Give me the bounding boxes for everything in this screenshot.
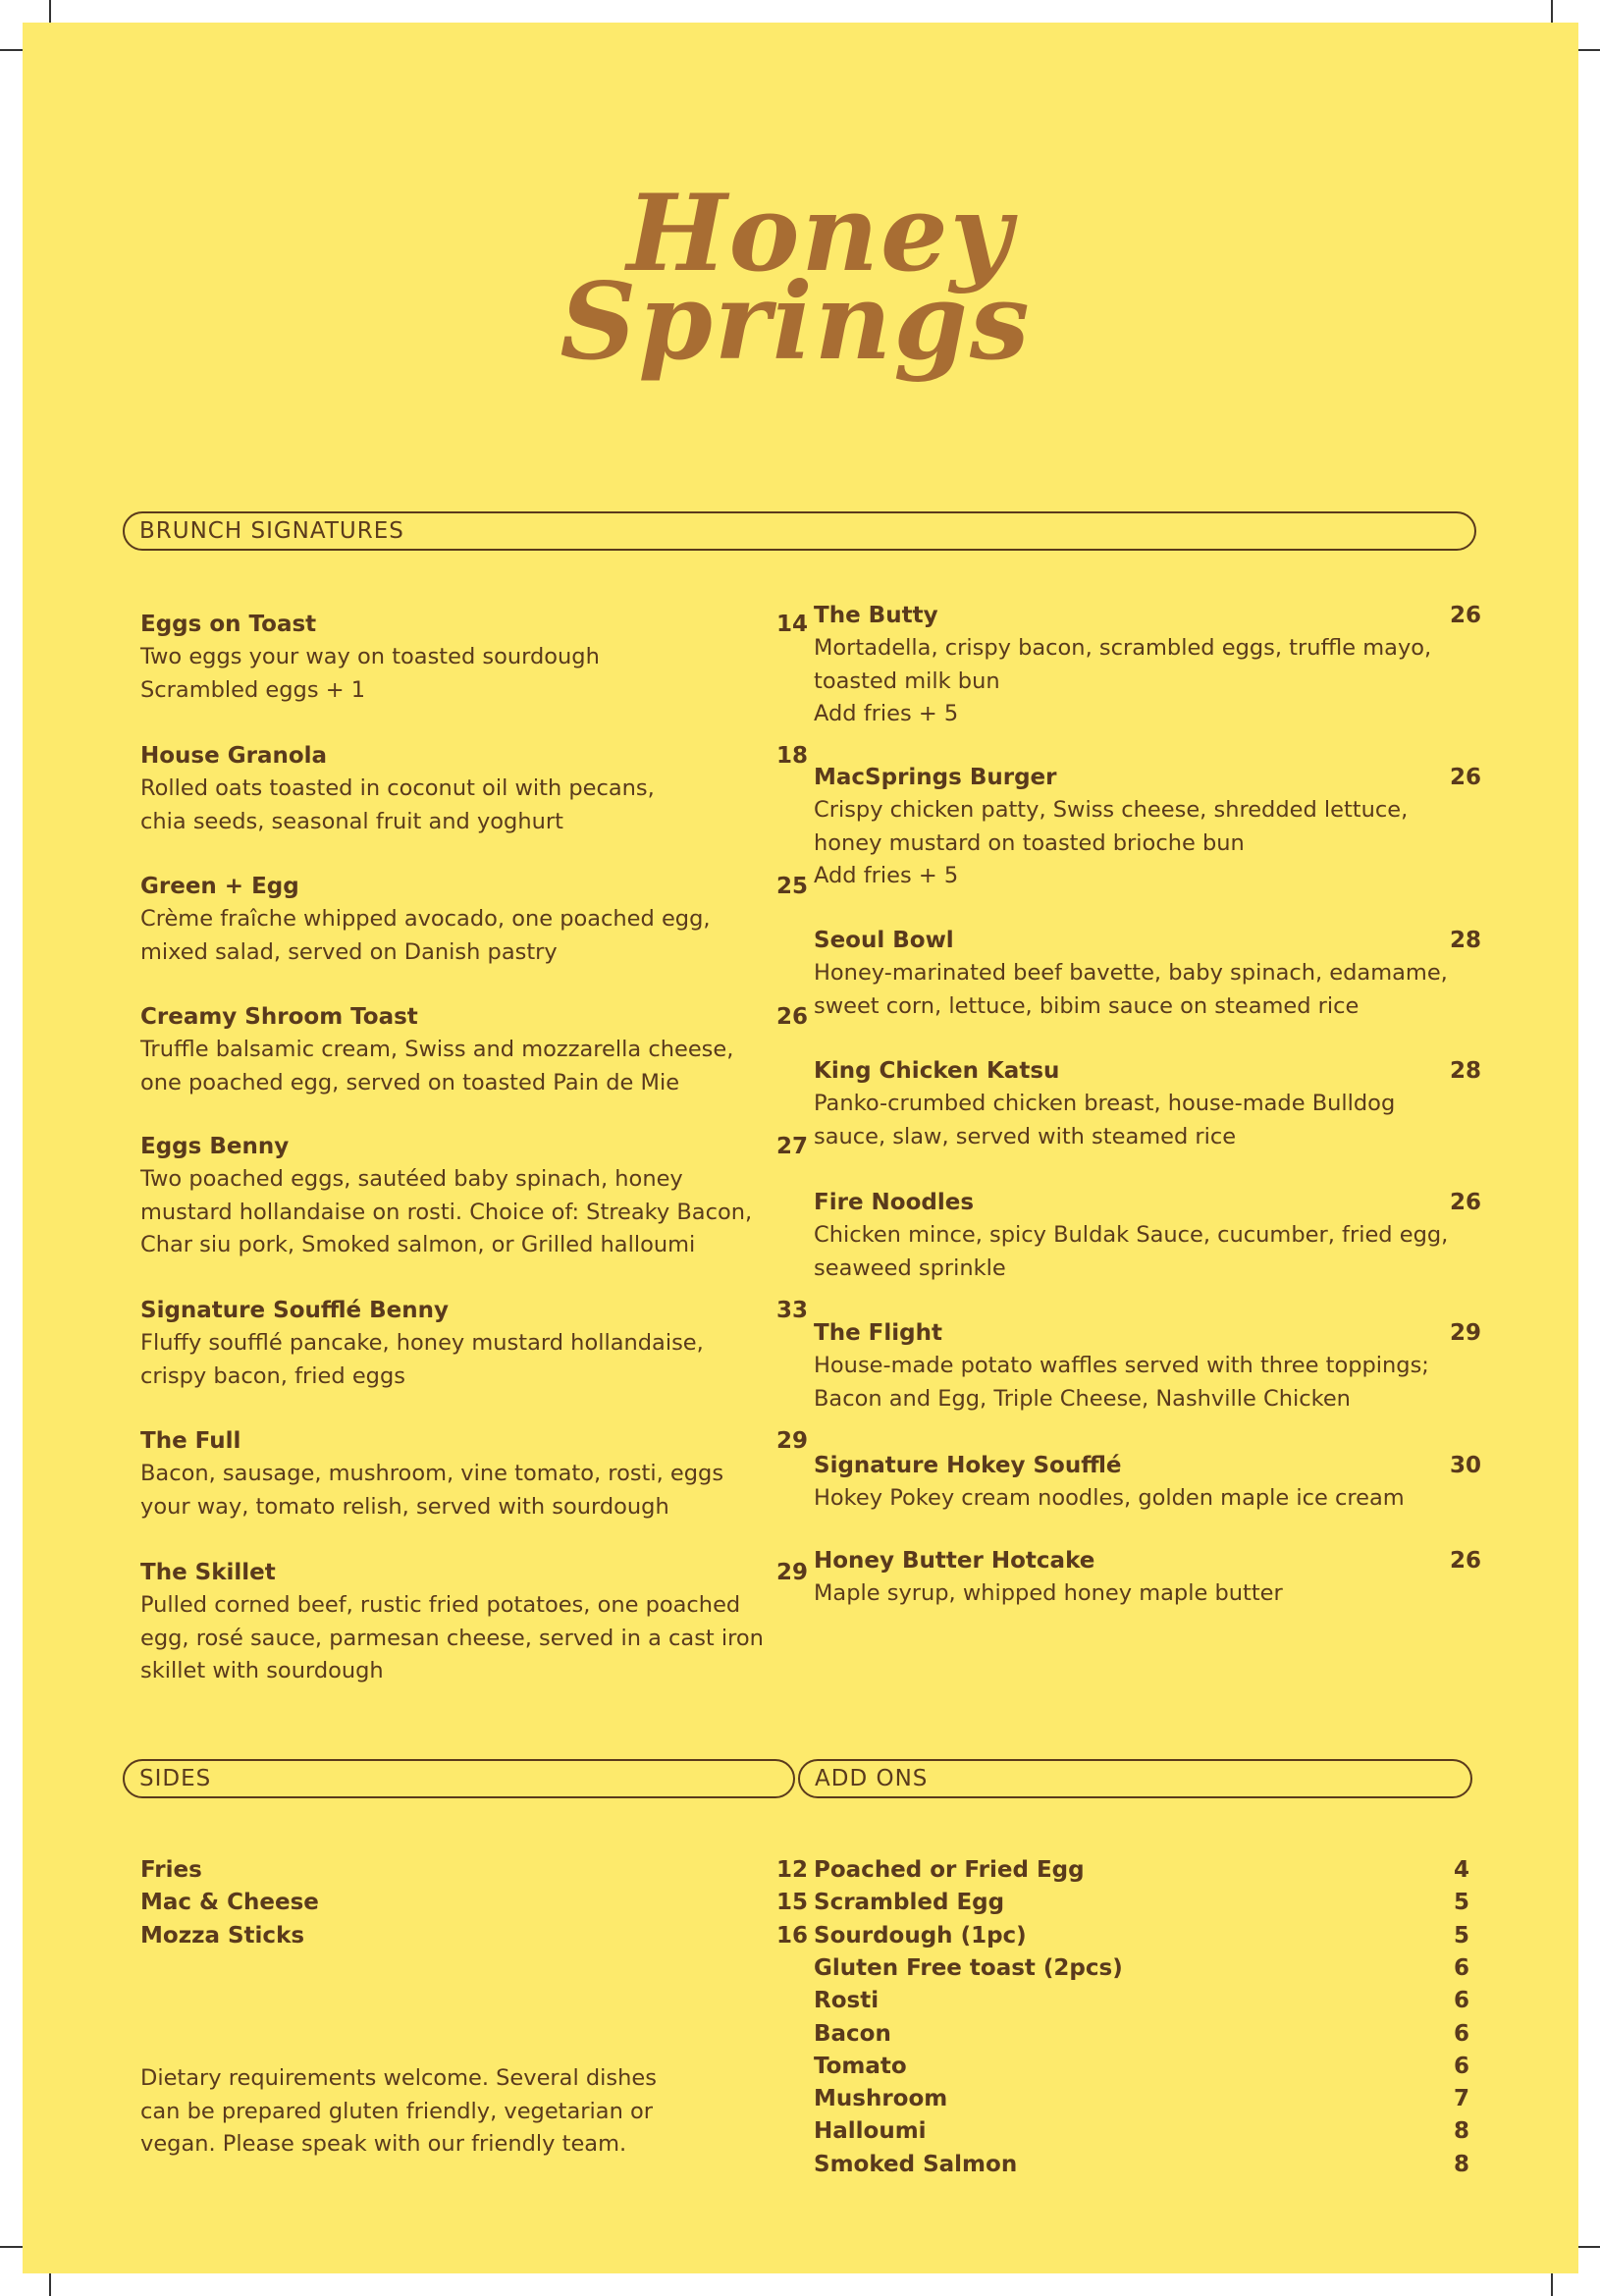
menu-item-price: 26 (1449, 765, 1481, 790)
price-row-name: Rosti (814, 1988, 880, 2014)
price-row-name: Gluten Free toast (2pcs) (814, 1954, 1123, 1981)
price-row-name: Sourdough (1pc) (814, 1922, 1027, 1949)
price-row (140, 1920, 808, 1952)
menu-item-name: The Full (140, 1428, 241, 1454)
menu-item-description: Two poached eggs, sautéed baby spinach, honey mustard hollandaise on rosti. Choice of: Streaky Bacon, Char siu pork, Smoked salmon, or Grilled halloumi (140, 1166, 753, 1257)
menu-item (814, 1449, 1481, 1516)
menu-item-description: Truffle balsamic cream, Swiss and mozzarella cheese, one poached egg, served on toasted Pain de Mie (140, 1037, 734, 1095)
price-row-name: Mushroom (814, 2086, 948, 2112)
price-row-price: 6 (1453, 1954, 1469, 1981)
menu-item (814, 599, 1481, 731)
price-row-price: 6 (1453, 1988, 1469, 2014)
menu-item-price: 18 (775, 743, 808, 769)
menu-item (814, 1054, 1481, 1153)
menu-item-description: Bacon, sausage, mushroom, vine tomato, rosti, eggs your way, tomato relish, served with sourdough (140, 1461, 724, 1520)
menu-item (140, 1424, 808, 1523)
menu-item (140, 1130, 808, 1262)
price-row-price: 4 (1453, 1857, 1469, 1883)
menu-item-description: Honey-marinated beef bavette, baby spinach, edamame, sweet corn, lettuce, bibim sauce on steamed rice (814, 960, 1448, 1019)
brand-logo (23, 172, 1578, 384)
price-row (140, 1887, 808, 1919)
price-row (814, 1854, 1469, 1887)
menu-item-description: Fluffy soufflé pancake, honey mustard hollandaise, crispy bacon, fried eggs (140, 1330, 704, 1389)
menu-item-description: Crème fraîche whipped avocado, one poached egg, mixed salad, served on Danish pastry (140, 906, 711, 965)
price-row-price: 15 (775, 1890, 808, 1916)
crop-mark (49, 2270, 51, 2296)
dietary-note: Dietary requirements welcome. Several dishes can be prepared gluten friendly, vegetarian or vegan. Please speak with our friendly team. (140, 2065, 657, 2157)
menu-item-price: 29 (775, 1560, 808, 1585)
menu-item-description: Rolled oats toasted in coconut oil with pecans, chia seeds, seasonal fruit and yoghurt (140, 775, 655, 834)
menu-page (23, 23, 1578, 2273)
crop-mark (1551, 2270, 1553, 2296)
price-row-price: 8 (1453, 2118, 1469, 2145)
price-row (814, 2051, 1469, 2083)
menu-item-price: 30 (1449, 1453, 1481, 1478)
price-row-name: Tomato (814, 2053, 907, 2079)
menu-item-name: The Flight (814, 1320, 942, 1346)
menu-item-price: 26 (1449, 1548, 1481, 1574)
menu-item-name: Honey Butter Hotcake (814, 1548, 1095, 1574)
price-row-name: Poached or Fried Egg (814, 1857, 1085, 1883)
menu-item (814, 1544, 1481, 1611)
price-row-price: 8 (1453, 2151, 1469, 2177)
menu-item-price: 29 (775, 1428, 808, 1454)
menu-item-description: House-made potato waffles served with three toppings; Bacon and Egg, Triple Cheese, Nashville Chicken (814, 1353, 1429, 1412)
menu-item-name: Green + Egg (140, 874, 299, 899)
menu-item-price: 25 (775, 874, 808, 899)
price-row-price: 5 (1453, 1922, 1469, 1949)
menu-item (814, 1186, 1481, 1285)
price-row-name: Mozza Sticks (140, 1922, 305, 1949)
menu-item-description: Panko-crumbed chicken breast, house-made Bulldog sauce, slaw, served with steamed rice (814, 1091, 1396, 1149)
menu-item-price: 28 (1449, 928, 1481, 953)
menu-item (140, 1000, 808, 1099)
price-row-price: 16 (775, 1922, 808, 1949)
menu-item (140, 1294, 808, 1393)
price-row (814, 2083, 1469, 2115)
menu-item-name: The Butty (814, 603, 938, 628)
menu-item-name: King Chicken Katsu (814, 1058, 1060, 1084)
price-row (814, 2149, 1469, 2181)
price-row-price: 5 (1453, 1890, 1469, 1916)
price-row (814, 1952, 1469, 1985)
menu-item (814, 761, 1481, 893)
menu-item-description: Maple syrup, whipped honey maple butter (814, 1580, 1283, 1606)
menu-item-price: 29 (1449, 1320, 1481, 1346)
menu-item-price: 26 (775, 1004, 808, 1030)
add-ons-header: ADD ONS (798, 1759, 1472, 1798)
menu-item-description: Two eggs your way on toasted sourdough Scrambled eggs + 1 (140, 644, 600, 703)
price-row-name: Halloumi (814, 2118, 927, 2145)
menu-item-price: 33 (775, 1298, 808, 1323)
price-row-name: Mac & Cheese (140, 1890, 319, 1916)
price-row-price: 12 (775, 1857, 808, 1883)
menu-item (814, 924, 1481, 1023)
menu-item-name: Signature Hokey Soufflé (814, 1453, 1122, 1478)
price-row (814, 1985, 1469, 2017)
menu-item (140, 608, 808, 707)
brand-logo-line-2: Springs (560, 260, 1032, 384)
price-row (814, 2018, 1469, 2051)
menu-item-price: 14 (775, 612, 808, 637)
sides-header: SIDES (123, 1759, 795, 1798)
menu-item-price: 26 (1449, 1190, 1481, 1215)
price-row-name: Smoked Salmon (814, 2151, 1018, 2177)
price-row (140, 1854, 808, 1887)
price-row (814, 1887, 1469, 1919)
menu-item-description: Chicken mince, spicy Buldak Sauce, cucumber, fried egg, seaweed sprinkle (814, 1222, 1449, 1281)
price-row (814, 2115, 1469, 2148)
menu-item-name: Eggs on Toast (140, 612, 317, 637)
price-row-name: Bacon (814, 2020, 891, 2047)
price-row-price: 6 (1453, 2053, 1469, 2079)
menu-item-name: Creamy Shroom Toast (140, 1004, 418, 1030)
menu-item-name: Signature Soufflé Benny (140, 1298, 450, 1323)
menu-item-description: Mortadella, crispy bacon, scrambled eggs, truffle mayo, toasted milk bun Add fries + 5 (814, 635, 1432, 726)
menu-item-description: Crispy chicken patty, Swiss cheese, shredded lettuce, honey mustard on toasted brioche bun Add fries + 5 (814, 797, 1409, 888)
price-row-price: 7 (1453, 2086, 1469, 2112)
menu-item-description: Pulled corned beef, rustic fried potatoes, one poached egg, rosé sauce, parmesan cheese, served in a cast iron skillet with sourdough (140, 1592, 764, 1683)
menu-item-name: Fire Noodles (814, 1190, 975, 1215)
menu-item (140, 870, 808, 969)
menu-item-price: 27 (775, 1134, 808, 1159)
menu-item-name: Eggs Benny (140, 1134, 290, 1159)
price-row-name: Scrambled Egg (814, 1890, 1005, 1916)
menu-item-description: Hokey Pokey cream noodles, golden maple ice cream (814, 1485, 1405, 1511)
menu-item-name: The Skillet (140, 1560, 276, 1585)
menu-item-name: MacSprings Burger (814, 765, 1057, 790)
brunch-signatures-header: BRUNCH SIGNATURES (123, 511, 1476, 551)
menu-item-name: Seoul Bowl (814, 928, 954, 953)
menu-item (814, 1316, 1481, 1415)
menu-item-price: 26 (1449, 603, 1481, 628)
menu-item (140, 739, 808, 838)
menu-item-price: 28 (1449, 1058, 1481, 1084)
price-row-name: Fries (140, 1857, 202, 1883)
price-row (814, 1920, 1469, 1952)
brand-logo-line-1: Honey (626, 172, 1014, 295)
price-row-price: 6 (1453, 2020, 1469, 2047)
menu-item (140, 1556, 808, 1688)
menu-item-name: House Granola (140, 743, 328, 769)
